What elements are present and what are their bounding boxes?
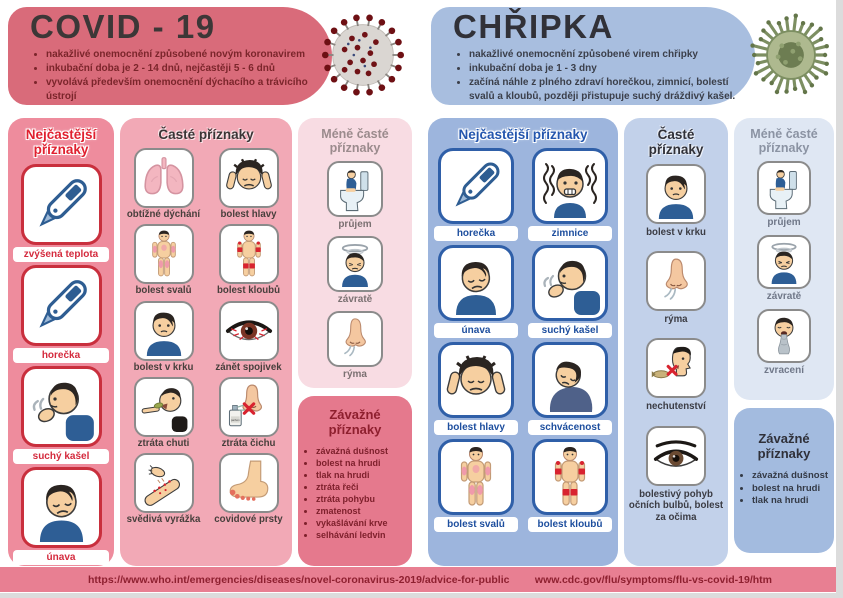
symptom-label: bolest kloubů — [528, 517, 612, 532]
flu-most-common-column-grid — [428, 148, 618, 536]
severe-symptom-item: • tlak na hrudi — [752, 495, 834, 508]
severe-symptom-item: • tlak na hrudi — [316, 470, 412, 482]
runny-nose-icon — [646, 251, 706, 311]
toilet-icon — [327, 161, 383, 217]
symptom-label: ztráta čichu — [221, 437, 276, 449]
covid-common-column-heading: Časté příznaky — [158, 127, 254, 142]
taste-loss-icon — [134, 377, 194, 437]
flu-common-column-heading: Časté příznaky — [648, 127, 704, 158]
dizziness-icon — [757, 235, 811, 289]
symptom-card — [124, 148, 203, 220]
symptom-card — [8, 366, 114, 464]
flu-severe-box-heading: Závažné příznaky — [757, 431, 811, 461]
symptom-card — [209, 377, 288, 449]
symptom-card — [526, 342, 614, 435]
flu-less-common-column-heading: Méně časté příznaky — [750, 127, 818, 156]
bullet-item: • nakažlivé onemocnění způsobené novým koronavirem — [46, 48, 332, 62]
severe-symptom-item: • bolest na hrudi — [752, 483, 834, 496]
symptom-card — [526, 148, 614, 241]
lungs-icon — [134, 148, 194, 208]
covid-less-common-column — [298, 118, 412, 388]
symptom-card — [124, 301, 203, 373]
runny-nose-icon — [327, 311, 383, 367]
flu-common-column — [624, 118, 728, 566]
symptom-label: suchý kašel — [13, 449, 109, 464]
covid-common-column — [120, 118, 292, 566]
covid-title: COVID - 19 — [30, 8, 216, 45]
rash-icon — [134, 453, 194, 513]
symptom-card — [432, 245, 520, 338]
symptom-card — [624, 338, 728, 412]
symptom-card — [734, 309, 834, 376]
covid-header-bullets — [32, 48, 332, 103]
symptom-card — [209, 453, 288, 525]
sore-throat-icon — [646, 164, 706, 224]
symptom-label: únava — [13, 550, 109, 565]
symptom-card — [8, 164, 114, 262]
symptom-card — [526, 245, 614, 338]
thermometer-icon — [21, 164, 102, 245]
bullet-item: • vyvolává především onemocnění dýchacího a trávicího ústrojí — [46, 76, 332, 104]
symptom-label: rýma — [664, 313, 688, 325]
covid-most-common-column-heading: Nejčastější příznaky — [25, 127, 97, 158]
flu-severe-box-list — [738, 470, 834, 508]
eye-pain-icon — [646, 426, 706, 486]
headache-icon — [219, 148, 279, 208]
symptom-label: závratě — [337, 294, 373, 306]
symptom-label: bolest hlavy — [434, 420, 518, 435]
severe-symptom-item: • zmatenost — [316, 506, 412, 518]
symptom-label: bolest v krku — [646, 226, 706, 238]
symptom-label: svědivá vyrážka — [126, 514, 201, 525]
joint-pain-icon — [219, 224, 279, 284]
page-edge-bottom — [0, 593, 843, 598]
flu-severe-box — [734, 408, 834, 553]
symptom-label: závratě — [766, 291, 802, 303]
symptom-label: únava — [434, 323, 518, 338]
smell-loss-icon — [219, 377, 279, 437]
symptom-label: obtížné dýchání — [126, 209, 201, 221]
appetite-loss-icon — [646, 338, 706, 398]
symptom-label: bolest svalů — [135, 285, 192, 297]
severe-symptom-item: • ztráta pohybu — [316, 494, 412, 506]
covid-less-common-column-heading: Méně časté příznaky — [321, 127, 389, 156]
covid-severe-box — [298, 396, 412, 566]
symptom-card — [209, 148, 288, 220]
flu-header-bullets — [455, 48, 755, 103]
symptom-card — [124, 453, 203, 525]
symptom-card — [432, 148, 520, 241]
symptom-card — [124, 224, 203, 296]
bullet-item: • inkubační doba je 1 - 3 dny — [469, 62, 755, 76]
symptom-label: bolest svalů — [434, 517, 518, 532]
symptom-card — [298, 161, 412, 230]
symptom-label: suchý kašel — [528, 323, 612, 338]
covid-severe-box-list — [302, 446, 412, 541]
severe-symptom-item: • ztráta řeči — [316, 482, 412, 494]
severe-symptom-item: • vykašlávání krve — [316, 518, 412, 530]
symptom-card — [624, 426, 728, 523]
covid-severe-box-heading: Závažné příznaky — [328, 407, 382, 437]
severe-symptom-item: • závažná dušnost — [316, 446, 412, 458]
vomiting-icon — [757, 309, 811, 363]
bullet-item: • inkubační doba je 2 - 14 dnů, nejčastěji 5 - 6 dnů — [46, 62, 332, 76]
covid-most-common-column-grid — [8, 164, 114, 568]
fatigue-icon — [438, 245, 514, 321]
symptom-card — [209, 301, 288, 373]
symptom-card — [298, 236, 412, 305]
joint-pain-icon — [532, 439, 608, 515]
symptom-card — [298, 311, 412, 380]
flu-less-common-column-grid — [734, 161, 834, 383]
cough-icon — [532, 245, 608, 321]
dizziness-icon — [327, 236, 383, 292]
symptom-label: průjem — [338, 219, 372, 231]
cough-icon — [21, 366, 102, 447]
footer-bar — [0, 567, 836, 592]
toilet-icon — [757, 161, 811, 215]
symptom-label: covidové prsty — [214, 514, 283, 525]
cdc-url: www.cdc.gov/flu/symptoms/flu-vs-covid-19/htm — [534, 573, 772, 586]
symptom-card — [432, 439, 520, 532]
symptom-label: zánět spojivek — [215, 361, 282, 373]
symptom-card — [734, 235, 834, 302]
symptom-label: horečka — [13, 348, 109, 363]
fatigue-icon — [21, 467, 102, 548]
coronavirus-icon — [317, 9, 409, 101]
exhaustion-icon — [532, 342, 608, 418]
symptom-label: horečka — [434, 226, 518, 241]
flu-less-common-column — [734, 118, 834, 400]
covid-most-common-column — [8, 118, 114, 566]
covid-toes-icon — [219, 453, 279, 513]
symptom-card — [624, 251, 728, 325]
symptom-label: bolest kloubů — [217, 285, 280, 297]
bullet-item: • začíná náhle z plného zdraví horečkou, zimnicí, bolestí svalů a kloubů, později přistupuje suchý dráždivý kašel. — [469, 76, 755, 104]
flu-title: CHŘIPKA — [453, 8, 614, 45]
severe-symptom-item: • bolest na hrudi — [316, 458, 412, 470]
flu-header — [431, 7, 755, 105]
chills-icon — [532, 148, 608, 224]
covid-common-column-grid — [120, 148, 292, 529]
page-edge-right — [836, 0, 843, 598]
who-url: https://www.who.int/emergencies/diseases/novel-coronavirus-2019/advice-for-public — [88, 573, 510, 586]
svg-text:parfum: parfum — [230, 417, 240, 422]
influenza-virus-icon — [745, 9, 837, 101]
symptom-label: zvýšená teplota — [13, 247, 109, 262]
symptom-card — [624, 164, 728, 238]
symptom-label: průjem — [767, 217, 801, 229]
symptom-label: nechutenství — [646, 401, 706, 413]
symptom-card — [8, 467, 114, 565]
bullet-item: • nakažlivé onemocnění způsobené virem chřipky — [469, 48, 755, 62]
flu-most-common-column — [428, 118, 618, 566]
symptom-card — [432, 342, 520, 435]
sore-throat-icon — [134, 301, 194, 361]
covid-less-common-column-grid — [298, 161, 412, 386]
symptom-label: ztráta chuti — [137, 437, 190, 449]
headache-icon — [438, 342, 514, 418]
muscle-pain-icon — [134, 224, 194, 284]
severe-symptom-item: • selhávání ledvin — [316, 530, 412, 542]
symptom-card — [526, 439, 614, 532]
symptom-card — [8, 265, 114, 363]
symptom-card — [734, 161, 834, 228]
symptom-label: bolest hlavy — [220, 209, 277, 221]
symptom-label: bolest v krku — [133, 361, 194, 373]
severe-symptom-item: • závažná dušnost — [752, 470, 834, 483]
symptom-card — [209, 224, 288, 296]
symptom-label: bolestivý pohyb očních bulbů, bolest za očima — [628, 488, 724, 523]
flu-common-column-grid — [624, 164, 728, 537]
symptom-label: zvracení — [763, 365, 805, 377]
symptom-label: schvácenost — [528, 420, 612, 435]
covid-header — [8, 7, 332, 105]
flu-most-common-column-heading: Nejčastější příznaky — [458, 127, 588, 142]
symptom-label: zimnice — [528, 226, 612, 241]
symptom-label: rýma — [343, 369, 367, 381]
thermometer-icon — [438, 148, 514, 224]
red-eye-icon — [219, 301, 279, 361]
muscle-pain-icon — [438, 439, 514, 515]
thermometer-icon — [21, 265, 102, 346]
symptom-card — [124, 377, 203, 449]
